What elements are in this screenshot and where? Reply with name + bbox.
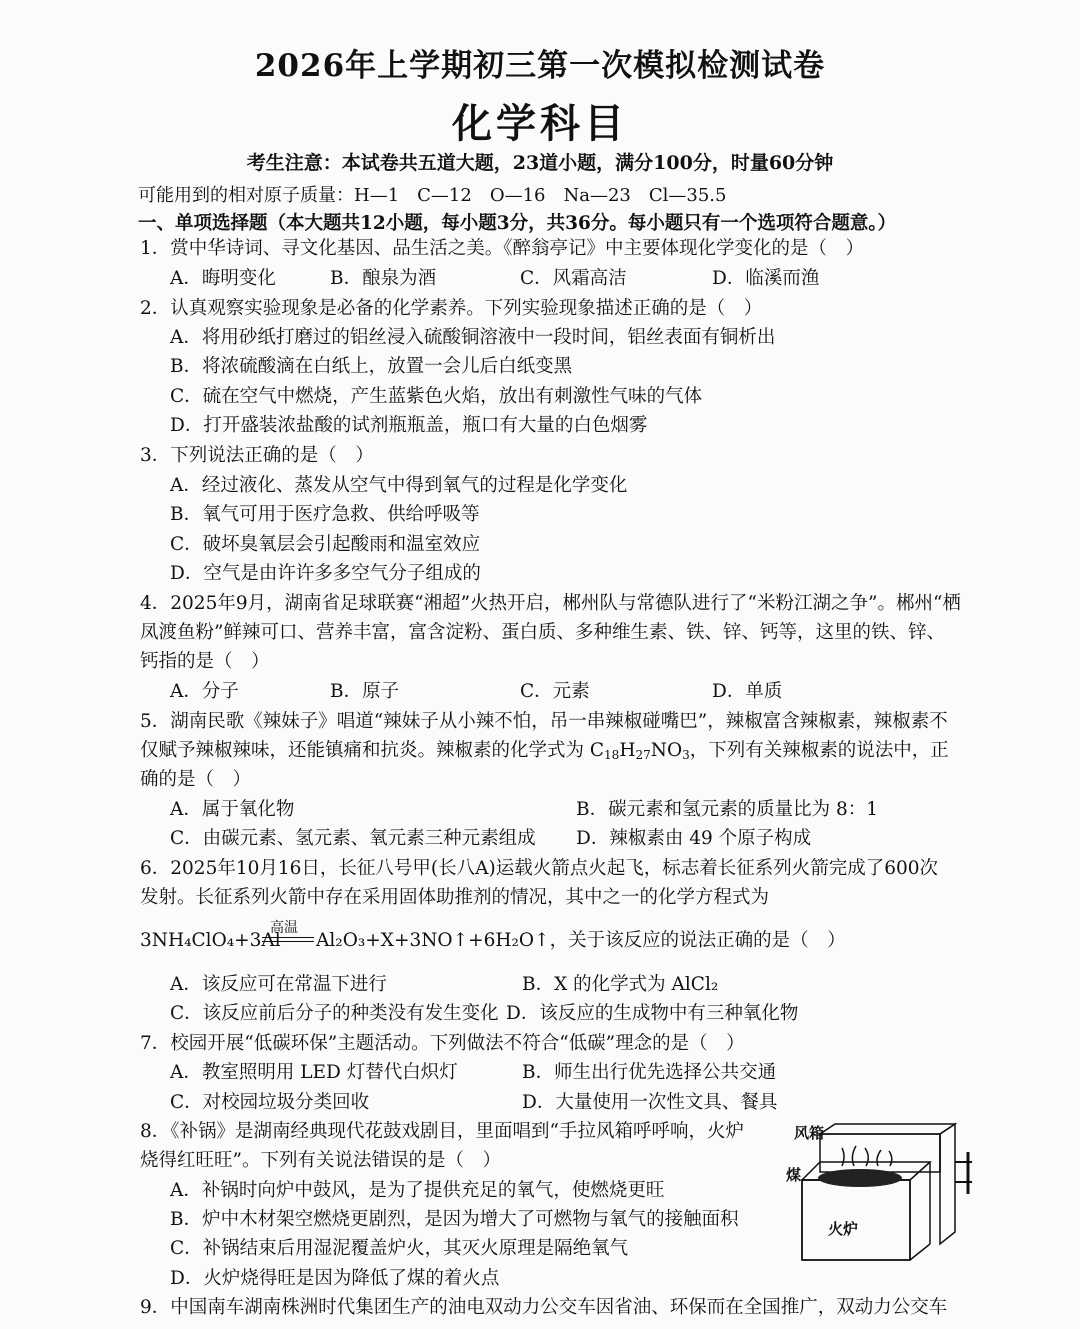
question-5-line-3: 确的是（ ） xyxy=(140,769,252,790)
subject-title: 化学科目 xyxy=(452,100,628,147)
question-8-option-d: D．火炉烧得旺是因为降低了煤的着火点 xyxy=(170,1268,500,1289)
question-5-option-b: B．碳元素和氢元素的质量比为 8：1 xyxy=(576,799,879,820)
question-4-option-a: A．分子 xyxy=(170,681,239,702)
furnace-drawing xyxy=(780,1122,980,1272)
question-3-option-a: A．经过液化、蒸发从空气中得到氧气的过程是化学变化 xyxy=(170,475,628,496)
question-8-line-2: 烧得红旺旺”。下列有关说法错误的是（ ） xyxy=(140,1150,501,1171)
question-7-option-c: C．对校园垃圾分类回收 xyxy=(170,1092,370,1113)
furnace-figure xyxy=(780,1122,980,1272)
question-2-stem: 2．认真观察实验现象是必备的化学素养。下列实验现象描述正确的是（ ） xyxy=(140,298,763,319)
question-2-option-d: D．打开盛装浓盐酸的试剂瓶瓶盖，瓶口有大量的白色烟雾 xyxy=(170,415,648,436)
bellows-label: 风箱 xyxy=(794,1124,825,1142)
question-6-option-a: A．该反应可在常温下进行 xyxy=(170,974,387,995)
question-4-line-1: 4．2025年9月，湖南省足球联赛“湘超”火热开启，郴州队与常德队进行了“米粉江湖之争”。郴州“栖 xyxy=(140,593,961,614)
question-4-option-d: D．单质 xyxy=(712,681,783,702)
question-4-option-b: B．原子 xyxy=(330,681,400,702)
question-2-option-b: B．将浓硫酸滴在白纸上，放置一会儿后白纸变黑 xyxy=(170,356,573,377)
question-5-option-c: C．由碳元素、氢元素、氧元素三种元素组成 xyxy=(170,828,536,849)
exam-title: 2026年上学期初三第一次模拟检测试卷 xyxy=(254,48,826,84)
question-2-option-a: A．将用砂纸打磨过的铝丝浸入硫酸铜溶液中一段时间，铝丝表面有铜析出 xyxy=(170,327,776,348)
question-3-stem: 3．下列说法正确的是（ ） xyxy=(140,445,374,466)
question-6-line-2: 发射。长征系列火箭中存在采用固体助推剂的情况，其中之一的化学方程式为 xyxy=(140,887,770,908)
question-5-line-1: 5．湖南民歌《辣妹子》唱道“辣妹子从小辣不怕，吊一串辣椒碰嘴巴”，辣椒富含辣椒素，辣椒素不 xyxy=(140,711,948,732)
question-8-option-b: B．炉中木材架空燃烧更剧烈，是因为增大了可燃物与氧气的接触面积 xyxy=(170,1209,739,1230)
question-6-option-b: B．X 的化学式为 AlCl₂ xyxy=(522,974,719,995)
question-3-option-d: D．空气是由许许多多空气分子组成的 xyxy=(170,563,481,584)
question-3-option-b: B．氧气可用于医疗急救、供给呼吸等 xyxy=(170,504,480,525)
question-7-option-a: A．教室照明用 LED 灯替代白炽灯 xyxy=(170,1062,458,1083)
question-7-option-d: D．大量使用一次性文具、餐具 xyxy=(522,1092,778,1113)
question-7-stem: 7．校园开展“低碳环保”主题活动。下列做法不符合“低碳”理念的是（ ） xyxy=(140,1033,745,1054)
question-8-option-c: C．补锅结束后用湿泥覆盖炉火，其灭火原理是隔绝氧气 xyxy=(170,1238,629,1259)
question-5-option-a: A．属于氧化物 xyxy=(170,799,295,820)
coal-label: 煤 xyxy=(786,1166,802,1184)
question-5-option-d: D．辣椒素由 49 个原子构成 xyxy=(576,828,812,849)
question-5-line-2: 仅赋予辣椒辣味，还能镇痛和抗炎。辣椒素的化学式为 $C_{18}H_{27}NO_3$，下列有关辣椒素的说法中，正 xyxy=(140,740,949,762)
question-1-stem: 1．赏中华诗词、寻文化基因、品生活之美。《醉翁亭记》中主要体现化学变化的是（ ） xyxy=(140,238,865,259)
question-1-option-d: D．临溪而渔 xyxy=(712,268,820,289)
question-6-line-1: 6．2025年10月16日，长征八号甲(长八A)运载火箭点火起飞，标志着长征系列火箭完成了600次 xyxy=(140,858,939,879)
question-8-line-1: 8．《补锅》是湖南经典现代花鼓戏剧目，里面唱到“手拉风箱呼呼响，火炉 xyxy=(140,1121,744,1142)
question-4-line-3: 钙指的是（ ） xyxy=(140,651,270,672)
exam-notice: 考生注意：本试卷共五道大题，23道小题，满分100分，时量60分钟 xyxy=(246,152,834,174)
question-3-option-c: C．破坏臭氧层会引起酸雨和温室效应 xyxy=(170,534,481,555)
question-9-line-1: 9．中国南车湖南株洲时代集团生产的油电双动力公交车因省油、环保而在全国推广，双动力公交车 xyxy=(140,1297,948,1318)
question-1-option-c: C．风霜高洁 xyxy=(520,268,627,289)
question-4-option-c: C．元素 xyxy=(520,681,590,702)
furnace-label: 火炉 xyxy=(828,1220,859,1238)
question-6-option-d: D．该反应的生成物中有三种氧化物 xyxy=(506,1003,799,1024)
question-6-option-c: C．该反应前后分子的种类没有发生变化 xyxy=(170,1003,499,1024)
equation-left: 3NH₄ClO₄+3Al xyxy=(140,930,281,951)
question-1-option-b: B．酿泉为酒 xyxy=(330,268,437,289)
question-2-option-c: C．硫在空气中燃烧，产生蓝紫色火焰，放出有刺激性气味的气体 xyxy=(170,386,703,407)
section-title: 一、单项选择题（本大题共12小题，每小题3分，共36分。每小题只有一个选项符合题意。） xyxy=(138,213,897,234)
equation-right: Al₂O₃+X+3NO↑+6H₂O↑，关于该反应的说法正确的是（ ） xyxy=(316,930,846,951)
equation-condition: 高温 xyxy=(270,920,298,936)
question-7-option-b: B．师生出行优先选择公共交通 xyxy=(522,1062,777,1083)
question-8-option-a: A．补锅时向炉中鼓风，是为了提供充足的氧气，使燃烧更旺 xyxy=(170,1180,665,1201)
question-4-line-2: 凤渡鱼粉”鲜辣可口、营养丰富，富含淀粉、蛋白质、多种维生素、铁、锌、钙等，这里的铁、锌、 xyxy=(140,622,945,643)
question-1-option-a: A．晦明变化 xyxy=(170,268,276,289)
atomic-masses: 可能用到的相对原子质量：H—1 C—12 O—16 Na—23 Cl—35.5 xyxy=(138,185,727,206)
